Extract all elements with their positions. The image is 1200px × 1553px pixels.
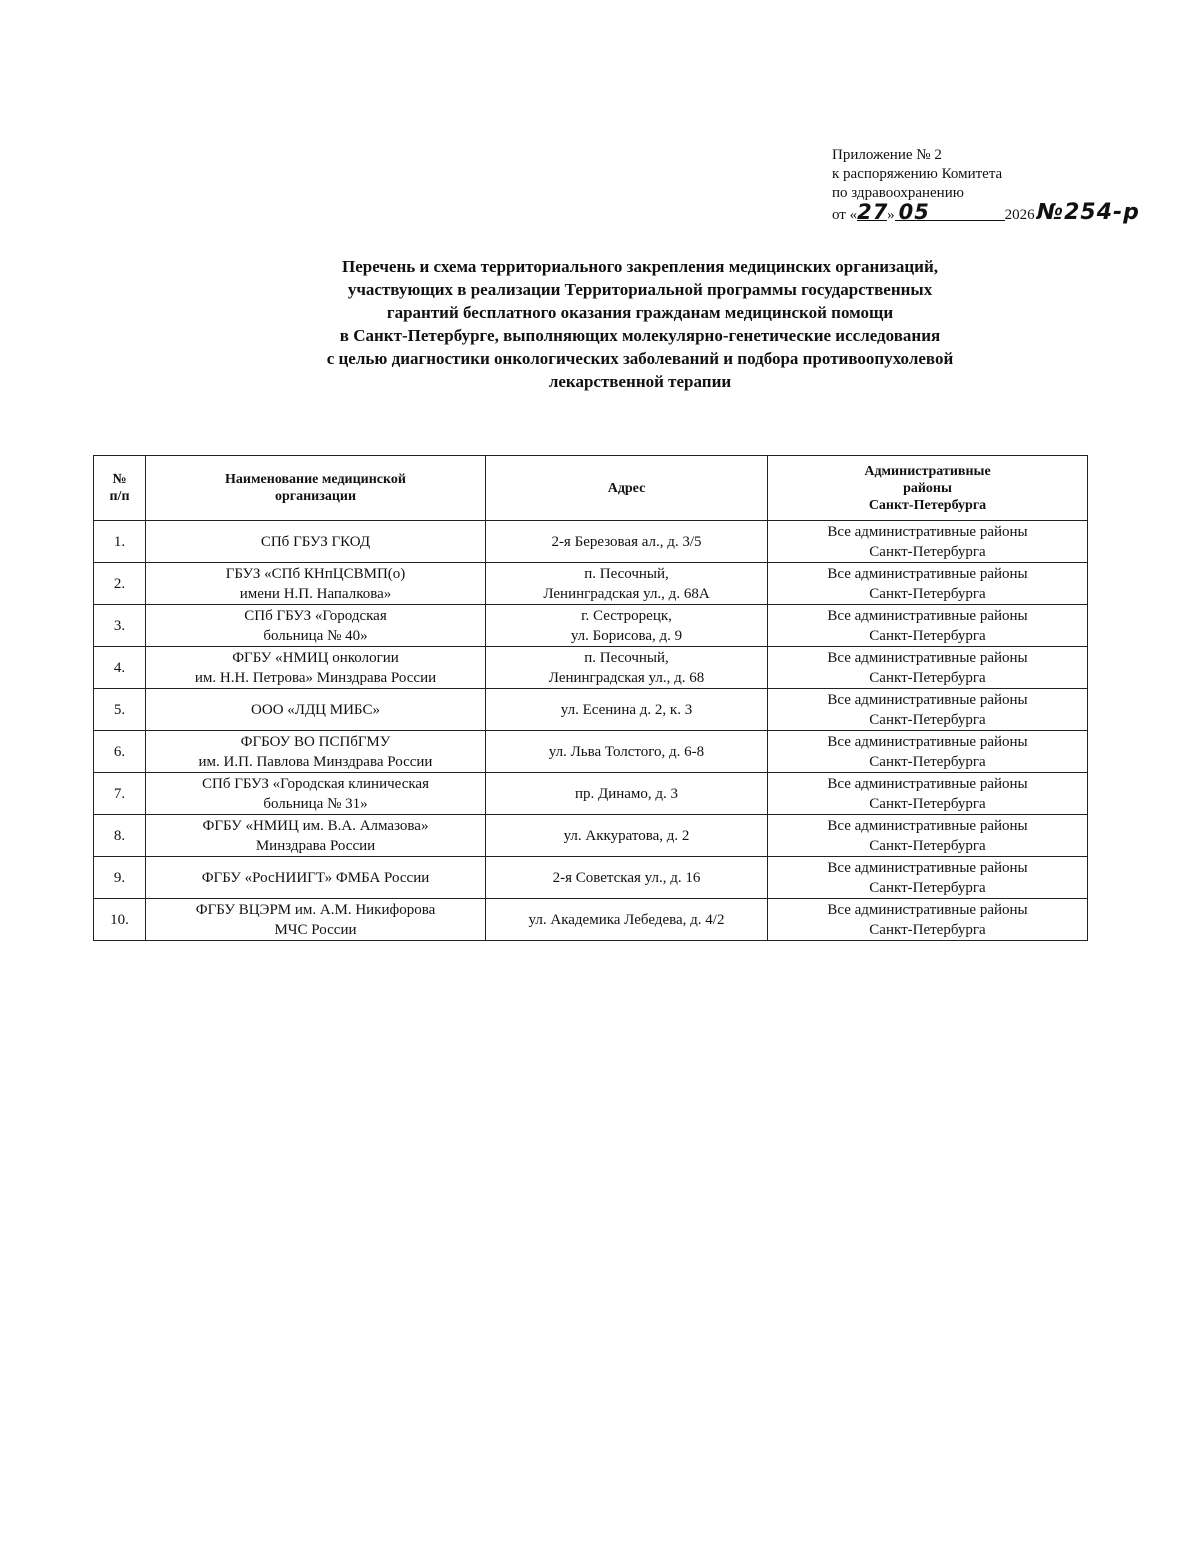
- cell-districts: Все административные районы Санкт-Петербурга: [768, 731, 1088, 773]
- cell-districts: Все административные районы Санкт-Петербурга: [768, 689, 1088, 731]
- cell-organization-name: ФГБУ «РосНИИГТ» ФМБА России: [146, 857, 486, 899]
- cell-organization-name: СПб ГБУЗ ГКОД: [146, 521, 486, 563]
- table-row: [94, 563, 1088, 605]
- appendix-line-2: к распоряжению Комитета: [832, 166, 1003, 182]
- cell-number: 3.: [94, 605, 146, 647]
- cell-address: ул. Аккуратова, д. 2: [486, 815, 768, 857]
- header-organization-name: Наименование медицинской организации: [146, 456, 486, 521]
- cell-organization-name: ООО «ЛДЦ МИБС»: [146, 689, 486, 731]
- organizations-table: [93, 455, 1088, 941]
- cell-organization-name: ГБУЗ «СПб КНпЦСВМП(о) имени Н.П. Напалкова»: [146, 563, 486, 605]
- header-districts: Административные районы Санкт-Петербурга: [768, 456, 1088, 521]
- cell-number: 10.: [94, 899, 146, 941]
- date-mid: »: [887, 207, 895, 223]
- cell-districts: Все административные районы Санкт-Петербурга: [768, 815, 1088, 857]
- header-address: Адрес: [486, 456, 768, 521]
- table-row: [94, 731, 1088, 773]
- cell-address: 2-я Советская ул., д. 16: [486, 857, 768, 899]
- title-line: гарантий бесплатного оказания гражданам медицинской помощи: [386, 303, 894, 322]
- document-number: №254-р: [1036, 200, 1140, 225]
- table-row: [94, 815, 1088, 857]
- cell-organization-name: ФГБУ «НМИЦ онкологии им. Н.Н. Петрова» Минздрава России: [146, 647, 486, 689]
- document-title: [140, 255, 1140, 393]
- cell-address: п. Песочный, Ленинградская ул., д. 68А: [486, 563, 768, 605]
- cell-address: г. Сестрорецк, ул. Борисова, д. 9: [486, 605, 768, 647]
- cell-organization-name: СПб ГБУЗ «Городская клиническая больница № 31»: [146, 773, 486, 815]
- date-year: 2026: [1004, 207, 1035, 223]
- appendix-date-line: [832, 200, 1172, 225]
- cell-districts: Все административные районы Санкт-Петербурга: [768, 521, 1088, 563]
- table-row: [94, 521, 1088, 563]
- header-number: № п/п: [94, 456, 146, 521]
- cell-number: 1.: [94, 521, 146, 563]
- cell-number: 5.: [94, 689, 146, 731]
- appendix-block: [832, 146, 1172, 225]
- date-day: 27: [857, 200, 889, 224]
- cell-number: 4.: [94, 647, 146, 689]
- table-row: [94, 899, 1088, 941]
- table-header-row: [94, 456, 1088, 521]
- date-month: 05: [895, 204, 1005, 221]
- table-row: [94, 773, 1088, 815]
- date-prefix: от «: [832, 207, 858, 223]
- table-row: [94, 605, 1088, 647]
- cell-organization-name: ФГБУ ВЦЭРМ им. А.М. Никифорова МЧС России: [146, 899, 486, 941]
- cell-number: 9.: [94, 857, 146, 899]
- table-row: [94, 689, 1088, 731]
- cell-address: ул. Есенина д. 2, к. 3: [486, 689, 768, 731]
- table-body: [94, 521, 1088, 941]
- appendix-line-3: по здравоохранению: [832, 185, 964, 201]
- cell-organization-name: ФГБОУ ВО ПСПбГМУ им. И.П. Павлова Минздрава России: [146, 731, 486, 773]
- cell-districts: Все административные районы Санкт-Петербурга: [768, 563, 1088, 605]
- appendix-line-1: Приложение № 2: [832, 147, 942, 163]
- title-line: в Санкт-Петербурге, выполняющих молекулярно-генетические исследования: [339, 326, 941, 345]
- table-row: [94, 857, 1088, 899]
- cell-number: 6.: [94, 731, 146, 773]
- cell-districts: Все административные районы Санкт-Петербурга: [768, 857, 1088, 899]
- cell-number: 7.: [94, 773, 146, 815]
- cell-address: ул. Академика Лебедева, д. 4/2: [486, 899, 768, 941]
- table-row: [94, 647, 1088, 689]
- cell-address: 2-я Березовая ал., д. 3/5: [486, 521, 768, 563]
- cell-districts: Все административные районы Санкт-Петербурга: [768, 605, 1088, 647]
- title-line: с целью диагностики онкологических заболеваний и подбора противоопухолевой: [326, 349, 954, 368]
- cell-address: пр. Динамо, д. 3: [486, 773, 768, 815]
- cell-address: ул. Льва Толстого, д. 6-8: [486, 731, 768, 773]
- title-line: лекарственной терапии: [548, 372, 732, 391]
- cell-number: 2.: [94, 563, 146, 605]
- title-line: Перечень и схема территориального закрепления медицинских организаций,: [341, 257, 939, 276]
- cell-organization-name: ФГБУ «НМИЦ им. В.А. Алмазова» Минздрава России: [146, 815, 486, 857]
- cell-districts: Все административные районы Санкт-Петербурга: [768, 647, 1088, 689]
- cell-organization-name: СПб ГБУЗ «Городская больница № 40»: [146, 605, 486, 647]
- cell-districts: Все административные районы Санкт-Петербурга: [768, 899, 1088, 941]
- cell-number: 8.: [94, 815, 146, 857]
- title-line: участвующих в реализации Территориальной программы государственных: [347, 280, 933, 299]
- cell-address: п. Песочный, Ленинградская ул., д. 68: [486, 647, 768, 689]
- cell-districts: Все административные районы Санкт-Петербурга: [768, 773, 1088, 815]
